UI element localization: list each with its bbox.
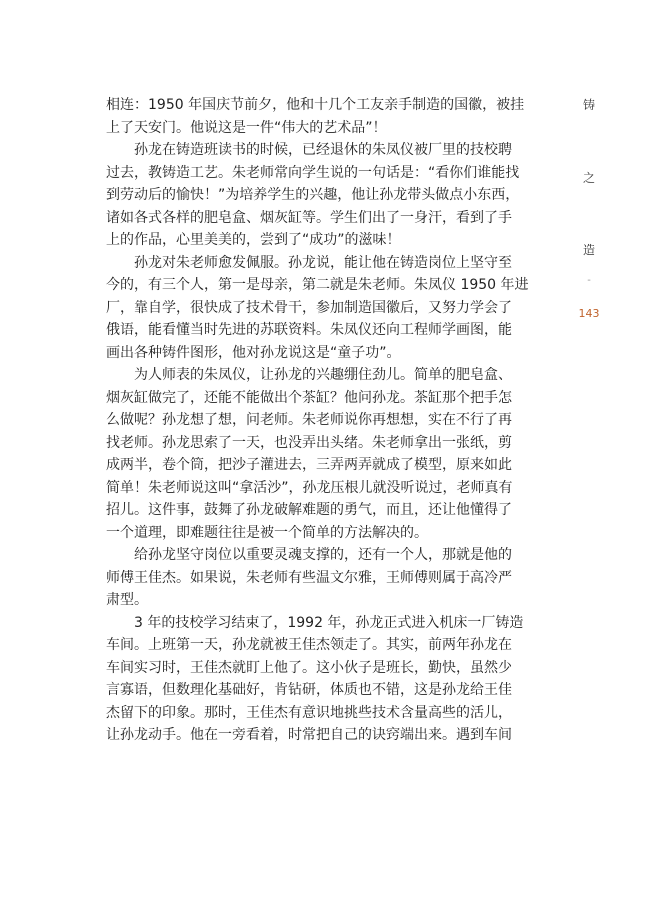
running-title-char: 之 [582,171,595,185]
text-line: 孙龙对朱老师愈发佩服。孙龙说，能让他在铸造岗位上坚守至 [134,254,512,271]
text-line: 过去，教铸造工艺。朱老师常向学生说的一句话是：“看你们谁能找 [106,164,520,181]
text-line: 么做呢？孙龙想了想，问老师。朱老师说你再想想，实在不行了再 [106,412,512,428]
running-title-char: 造 [582,243,595,257]
text-line: 简单！朱老师说这叫“拿活沙”，孙龙压根儿就没听说过，老师真有 [106,479,513,496]
text-line: 相连：1950 年国庆节前夕，他和十几个工友亲手制造的国徽，被挂 [106,97,525,113]
page-number: 143 [578,307,600,320]
text-line: 厂，靠自学，很快成了技术骨干，参加制造国徽后，又努力学会了 [106,299,512,316]
text-line: 诸如各式各样的肥皂盒、烟灰缸等。学生们出了一身汗，看到了手 [106,209,512,226]
text-line: 烟灰缸做完了，还能不能做出个茶缸？他问孙龙。茶缸那个把手怎 [106,389,512,406]
text-line: 车间实习时，王佳杰就盯上他了。这小伙子是班长，勤快，虽然少 [106,659,512,676]
text-line: 杰留下的印象。那时，王佳杰有意识地挑些技术含量高些的活儿， [106,704,512,721]
text-line: 师傅王佳杰。如果说，朱老师有些温文尔雅，王师傅则属于高冷严 [106,569,512,586]
paragraph [106,364,542,544]
text-line: 到劳动后的愉快！”为培养学生的兴趣，他让孙龙带头做点小东西， [106,187,520,203]
body-text [106,94,542,747]
text-line: 让孙龙动手。他在一旁看着，时常把自己的诀窍端出来。遇到车间 [106,727,512,743]
running-header-sidebar [574,0,604,400]
text-line: 画出各种铸件图形，他对孙龙说这是“童子功”。 [106,344,401,361]
text-line: 俄语，能看懂当时先进的苏联资料。朱凤仪还向工程师学画图，能 [106,322,512,338]
paragraph [106,544,542,612]
paragraph [106,252,542,365]
text-line: 3 年的技校学习结束了，1992 年，孙龙正式进入机床一厂铸造 [134,614,524,631]
text-line: 找老师。孙龙思索了一天，也没弄出头绪。朱老师拿出一张纸，剪 [106,434,512,451]
text-line: 招儿。这件事，鼓舞了孙龙破解难题的勇气，而且，还让他懂得了 [106,502,512,518]
text-line: 一个道理，即难题往往是被一个简单的方法解决的。 [106,524,428,541]
paragraph [106,612,542,747]
text-line: 车间。上班第一天，孙龙就被王佳杰领走了。其实，前两年孙龙在 [106,637,512,653]
text-line: 成两半，卷个筒，把沙子灌进去，三弄两弄就成了模型，原来如此 [106,457,512,473]
text-line: 上的作品，心里美美的，尝到了“成功”的滋味！ [106,232,401,248]
separator-dash: - [587,275,591,286]
text-line: 肃型。 [106,592,148,608]
text-line: 今的，有三个人，第一是母亲，第二就是朱老师。朱凤仪 1950 年进 [106,277,529,293]
text-line: 孙龙在铸造班读书的时候，已经退休的朱凤仪被厂里的技校聘 [134,142,512,158]
text-line: 给孙龙坚守岗位以重要灵魂支撑的，还有一个人，那就是他的 [134,547,512,563]
text-line: 言寡语，但数理化基础好，肯钻研，体质也不错，这是孙龙给王佳 [106,682,512,698]
text-line: 为人师表的朱凤仪，让孙龙的兴趣绷住劲儿。简单的肥皂盒、 [134,367,512,383]
paragraph [106,139,542,252]
text-line: 上了天安门。他说这是一件“伟大的艺术品”！ [106,119,387,136]
running-title-char: 铸 [582,98,595,112]
paragraph [106,94,542,139]
